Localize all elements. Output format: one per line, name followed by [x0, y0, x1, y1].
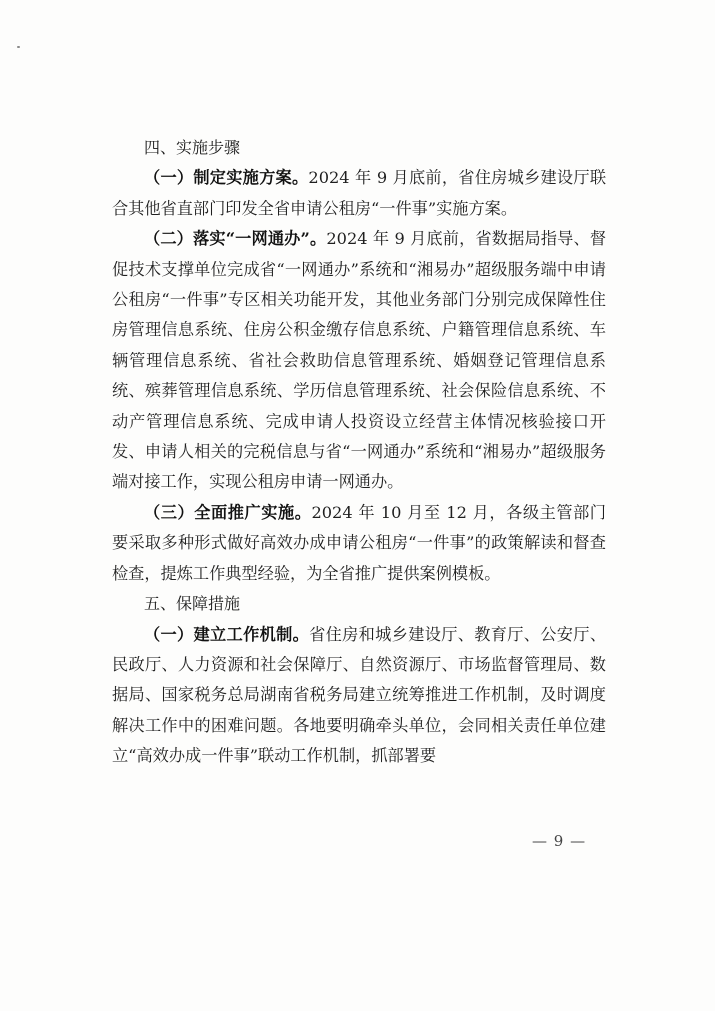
- section-heading-implementation-steps: 四、实施步骤: [144, 138, 241, 157]
- section-heading-safeguards: 五、保障措施: [144, 594, 241, 614]
- paragraph-text: 2024 年 9 月底前，省数据局指导、督促技术支撑单位完成省“一网通办”系统和“湘易办”超级服务端中申请公租房“一件事”专区相关功能开发，其他业务部门分别完成保障性住房管理信息系统、住房公积金缴存信息系统、户籍管理信息系统、车辆管理信息系统、省社会救助信息管理系统、婚姻登记管理信息系统、殡葬管理信息系统、学历信息管理系统、社会保险信息系统、不动产管理信息系统、完成申请人投资设立经营主体情况核验接口开发、申请人相关的完税信息与省“一网通办”系统和“湘易办”超级服务端对接工作，实现公租房申请一网通办。: [112, 229, 607, 492]
- paragraph-text: 2024 年 9 月底前，省住房城乡建设厅联合其他省直部门印发全省申请公租房“一件事”实施方案。: [112, 168, 607, 218]
- paragraph-formulate-plan: [112, 163, 606, 224]
- paragraph-text: 省住房和城乡建设厅、教育厅、公安厅、民政厅、人力资源和社会保障厅、自然资源厅、市场监督管理局、数据局、国家税务总局湖南省税务局建立统筹推进工作机制，及时调度解决工作中的困难问题。各地要明确牵头单位，会同相关责任单位建立“高效办成一件事”联动工作机制，抓部署要: [112, 624, 607, 766]
- scan-speck: [17, 46, 20, 48]
- paragraph-lead: （一）建立工作机制。: [144, 624, 310, 644]
- paragraph-full-rollout: [112, 498, 606, 589]
- page-number: — 9 —: [532, 832, 587, 850]
- paragraph-lead: （三）全面推广实施。: [144, 502, 312, 522]
- paragraph-text: 2024 年 10 月至 12 月，各级主管部门要采取多种形式做好高效办成申请公租房“一件事”的政策解读和督查检查，提炼工作典型经验，为全省推广提供案例模板。: [112, 502, 606, 583]
- document-body: [112, 133, 606, 772]
- paragraph-one-stop-service: [112, 224, 606, 498]
- paragraph-lead: （一）制定实施方案。: [144, 168, 309, 188]
- paragraph-work-mechanism: [112, 620, 606, 772]
- paragraph-lead: （二）落实“一网通办”。: [144, 229, 327, 249]
